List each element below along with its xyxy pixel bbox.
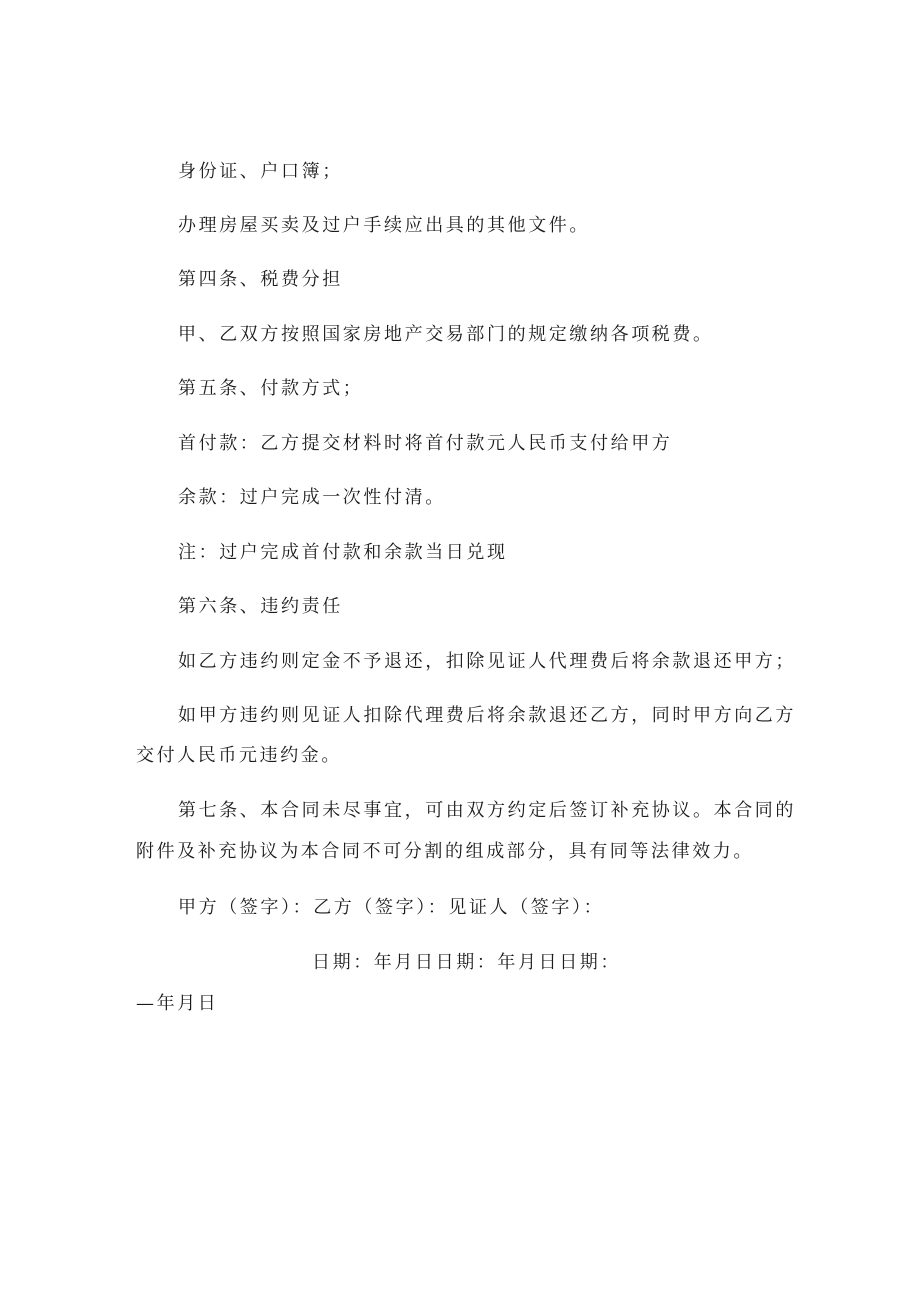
paragraph-other-documents: 办理房屋买卖及过户手续应出具的其他文件。 [178, 215, 590, 236]
signature-line: 甲方（签字）：乙方（签字）：见证人（签字）： [178, 897, 605, 918]
paragraph-party-b-breach: 如乙方违约则定金不予退还，扣除见证人代理费后将余款退还甲方； [178, 651, 796, 672]
paragraph-id-documents: 身份证、户口簿； [178, 161, 343, 182]
paragraph-down-payment: 首付款：乙方提交材料时将首付款元人民币支付给甲方 [178, 433, 673, 454]
paragraph-article-7-line1: 第七条、本合同未尽事宜，可由双方约定后签订补充协议。本合同的 [178, 800, 796, 821]
date-line-1: 日期：年月日日期：年月日日期： [312, 952, 621, 973]
paragraph-party-a-breach-line1: 如甲方违约则见证人扣除代理费后将余款退还乙方，同时甲方向乙方 [178, 705, 796, 726]
paragraph-article-7-line2: 附件及补充协议为本合同不可分割的组成部分，具有同等法律效力。 [136, 841, 754, 862]
heading-article-6: 第六条、违约责任 [178, 596, 343, 617]
paragraph-note: 注：过户完成首付款和余款当日兑现 [178, 542, 508, 563]
paragraph-party-a-breach-line2: 交付人民币元违约金。 [136, 745, 342, 766]
paragraph-balance: 余款：过户完成一次性付清。 [178, 487, 446, 508]
paragraph-tax-payment: 甲、乙双方按照国家房地产交易部门的规定缴纳各项税费。 [178, 324, 714, 345]
heading-article-5: 第五条、付款方式； [178, 378, 364, 399]
date-line-2: —年月日 [136, 993, 219, 1014]
heading-article-4: 第四条、税费分担 [178, 269, 343, 290]
